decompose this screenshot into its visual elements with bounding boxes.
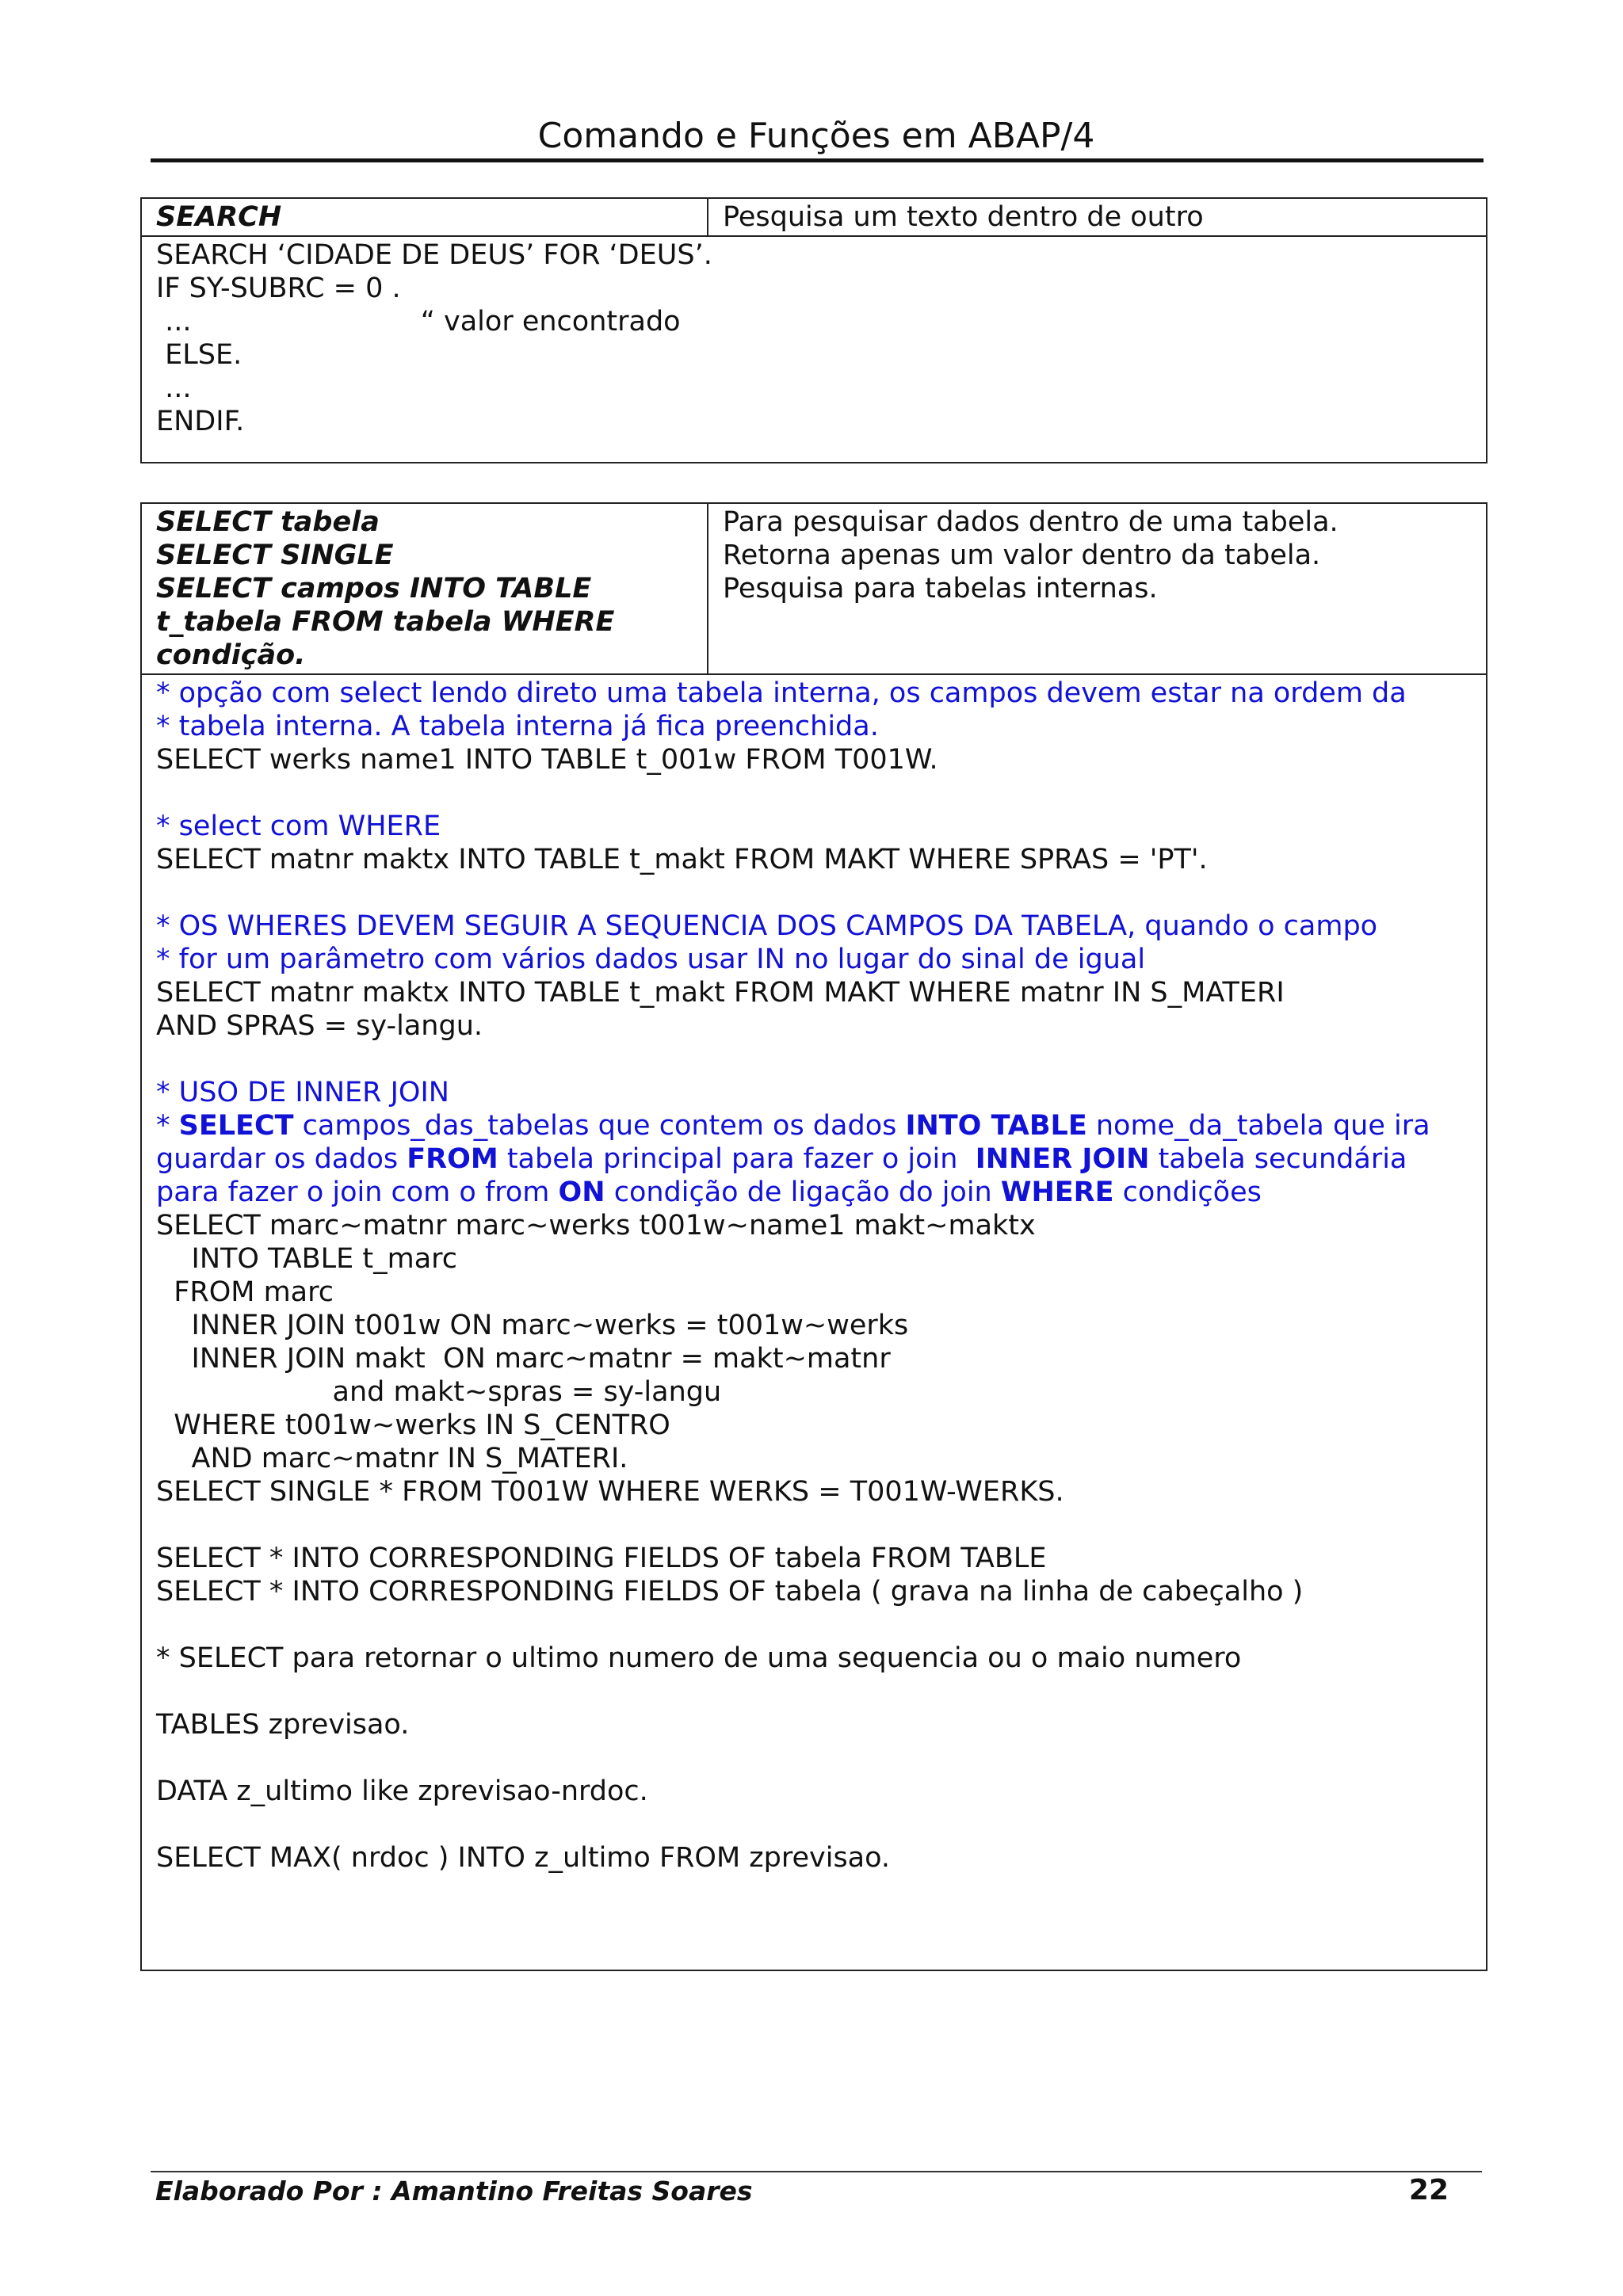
code-line: SELECT matnr maktx INTO TABLE t_makt FROM MAKT WHERE SPRAS = 'PT'.	[156, 844, 1208, 875]
page-title: Comando e Funções em ABAP/4	[537, 116, 1095, 156]
comment-text: tabela secundária	[1149, 1143, 1407, 1175]
code-line: WHERE t001w~werks IN S_CENTRO	[156, 1409, 670, 1441]
code-line: AND SPRAS = sy-langu.	[156, 1010, 483, 1042]
comment-text: tabela principal para fazer o join	[498, 1143, 976, 1175]
code-line: SELECT SINGLE * FROM T001W WHERE WERKS = T001W-WERKS.	[156, 1476, 1064, 1508]
header-rule	[151, 158, 1484, 162]
keyword: INTO TABLE	[905, 1110, 1087, 1142]
code-line: DATA z_ultimo like zprevisao-nrdoc.	[156, 1775, 648, 1807]
code-line: IF SY-SUBRC = 0 .	[156, 273, 401, 304]
comment-text: para fazer o join com o from	[156, 1177, 559, 1208]
comment-line: * tabela interna. A tabela interna já fica preenchida.	[156, 711, 879, 742]
comment-line	[156, 1176, 1472, 1209]
code-line: INNER JOIN t001w ON marc~werks = t001w~werks	[156, 1310, 909, 1341]
comment-text: campos_das_tabelas que contem os dados	[293, 1110, 906, 1142]
comment-line	[156, 1109, 1472, 1142]
command-name	[141, 503, 708, 674]
keyword: WHERE	[1000, 1177, 1114, 1208]
code-line: SEARCH ‘CIDADE DE DEUS’ FOR ‘DEUS’.	[156, 239, 712, 271]
command-description	[708, 503, 1487, 674]
description-line: Pesquisa para tabelas internas.	[723, 573, 1158, 605]
description-line: Para pesquisar dados dentro de uma tabela.	[723, 506, 1338, 538]
code-line: ...	[156, 372, 192, 404]
code-line: * SELECT para retornar o ultimo numero de uma sequencia ou o maio numero	[156, 1642, 1242, 1674]
code-line: INTO TABLE t_marc	[156, 1243, 458, 1275]
keyword: ON	[558, 1177, 605, 1208]
code-line: and makt~spras = sy-langu	[156, 1376, 722, 1408]
comment-line: * USO DE INNER JOIN	[156, 1077, 449, 1108]
command-label: SELECT campos INTO TABLE	[156, 573, 592, 605]
code-line: FROM marc	[156, 1276, 334, 1308]
command-description	[708, 198, 1487, 236]
comment-text: *	[156, 1110, 179, 1142]
code-line: SELECT MAX( nrdoc ) INTO z_ultimo FROM zprevisao.	[156, 1842, 891, 1874]
code-example	[141, 674, 1487, 1970]
description-line: Retorna apenas um valor dentro da tabela.	[723, 540, 1321, 571]
comment-text: condição de ligação do join	[605, 1177, 1001, 1208]
search-command-table	[140, 197, 1487, 463]
code-line: AND marc~matnr IN S_MATERI.	[156, 1443, 628, 1474]
select-command-table	[140, 502, 1487, 1971]
comment-line	[156, 1142, 1472, 1176]
code-line: SELECT matnr maktx INTO TABLE t_makt FROM MAKT WHERE matnr IN S_MATERI	[156, 977, 1285, 1009]
comment-line: * OS WHERES DEVEM SEGUIR A SEQUENCIA DOS CAMPOS DA TABELA, quando o campo	[156, 910, 1378, 942]
command-name	[141, 198, 708, 236]
code-line: SELECT marc~matnr marc~werks t001w~name1 makt~maktx	[156, 1210, 1036, 1241]
code-line: TABLES zprevisao.	[156, 1709, 410, 1741]
code-line: SELECT werks name1 INTO TABLE t_001w FROM T001W.	[156, 744, 938, 776]
command-label: SELECT SINGLE	[156, 540, 394, 571]
comment-line: * select com WHERE	[156, 810, 441, 842]
footer-author: Elaborado Por : Amantino Freitas Soares	[155, 2176, 753, 2206]
keyword: INNER JOIN	[975, 1143, 1150, 1175]
code-line: SELECT * INTO CORRESPONDING FIELDS OF tabela FROM TABLE	[156, 1543, 1047, 1574]
command-label: condição.	[156, 639, 306, 671]
comment-text: condições	[1113, 1177, 1262, 1208]
code-line: ELSE.	[156, 339, 242, 371]
code-line: INNER JOIN makt ON marc~matnr = makt~matnr	[156, 1343, 891, 1375]
code-line: ... “ valor encontrado	[156, 306, 681, 338]
comment-line: * for um parâmetro com vários dados usar IN no lugar do sinal de igual	[156, 944, 1146, 975]
command-label: t_tabela FROM tabela WHERE	[156, 606, 615, 638]
command-label: SEARCH	[156, 201, 282, 233]
footer-rule	[151, 2171, 1482, 2172]
keyword: FROM	[407, 1143, 498, 1175]
description-line: Pesquisa um texto dentro de outro	[723, 201, 1204, 233]
keyword: SELECT	[178, 1110, 294, 1142]
command-label: SELECT tabela	[156, 506, 380, 538]
comment-text: guardar os dados	[156, 1143, 407, 1175]
page-number: 22	[1408, 2174, 1449, 2206]
comment-text: nome_da_tabela que ira	[1086, 1110, 1430, 1142]
code-example	[141, 236, 1487, 463]
code-line: ENDIF.	[156, 406, 245, 437]
code-line: SELECT * INTO CORRESPONDING FIELDS OF tabela ( grava na linha de cabeçalho )	[156, 1576, 1304, 1608]
comment-line: * opção com select lendo direto uma tabela interna, os campos devem estar na ordem da	[156, 677, 1407, 709]
